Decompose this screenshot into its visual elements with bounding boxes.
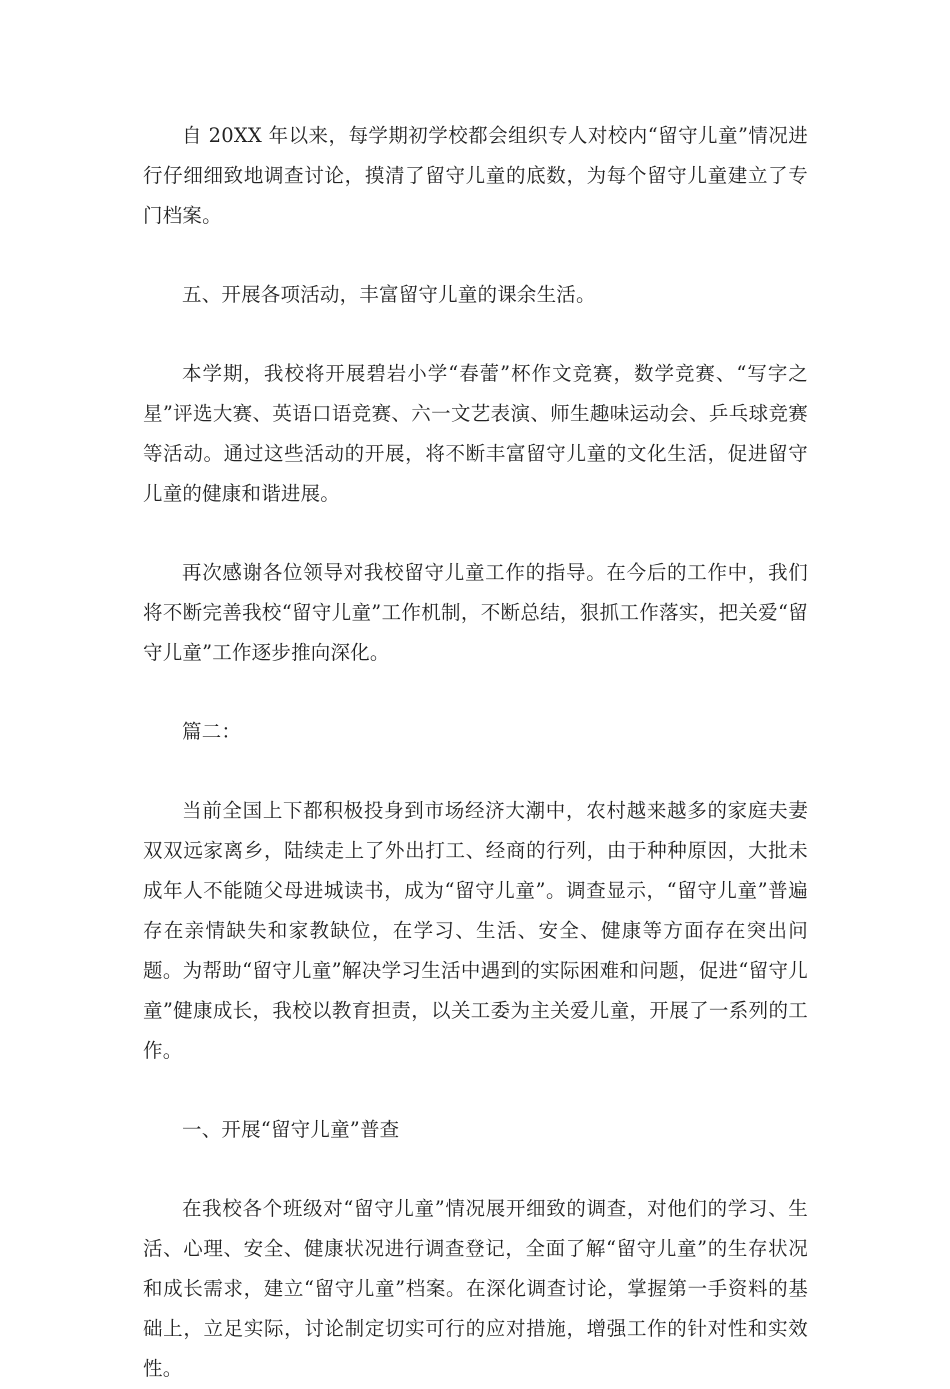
section-heading-activities: 五、开展各项活动，丰富留守儿童的课余生活。 <box>182 283 596 306</box>
paragraph-survey: 在我校各个班级对“留守儿童”情况展开细致的调查，对他们的学习、生活、心理、安全、健康状况进行调查登记，全面了解“留守儿童”的生存状况和成长需求，建立“留守儿童”档案。在深化调查讨论，掌握第一手资料的基础上，立足实际，讨论制定切实可行的应对措施，增强工作的针对性和实效性。 <box>143 1197 808 1380</box>
part-two-heading: 篇二： <box>182 720 242 743</box>
section-heading-survey: 一、开展“留守儿童”普查 <box>182 1118 400 1141</box>
paragraph-archive-setup: 自 20XX 年以来，每学期初学校都会组织专人对校内“留守儿童”情况进行仔细细致地调查讨论，摸清了留守儿童的底数，为每个留守儿童建立了专门档案。 <box>143 124 808 227</box>
paragraph-background: 当前全国上下都积极投身到市场经济大潮中，农村越来越多的家庭夫妻双双远家离乡，陆续走上了外出打工、经商的行列，由于种种原因，大批未成年人不能随父母进城读书，成为“留守儿童”。调查显示，“留守儿童”普遍存在亲情缺失和家教缺位，在学习、生活、安全、健康等方面存在突出问题。为帮助“留守儿童”解决学习生活中遇到的实际困难和问题，促进“留守儿童”健康成长，我校以教育担责，以关工委为主关爱儿童，开展了一系列的工作。 <box>143 799 808 1062</box>
paragraph-thanks: 再次感谢各位领导对我校留守儿童工作的指导。在今后的工作中，我们将不断完善我校“留守儿童”工作机制，不断总结，狠抓工作落实，把关爱“留守儿童”工作逐步推向深化。 <box>143 561 808 664</box>
paragraph-activities: 本学期，我校将开展碧岩小学“春蕾”杯作文竞赛，数学竞赛、“写字之星”评选大赛、英语口语竞赛、六一文艺表演、师生趣味运动会、乒乓球竞赛等活动。通过这些活动的开展，将不断丰富留守儿童的文化生活，促进留守儿童的健康和谐进展。 <box>143 362 808 505</box>
document-body <box>143 116 808 1389</box>
